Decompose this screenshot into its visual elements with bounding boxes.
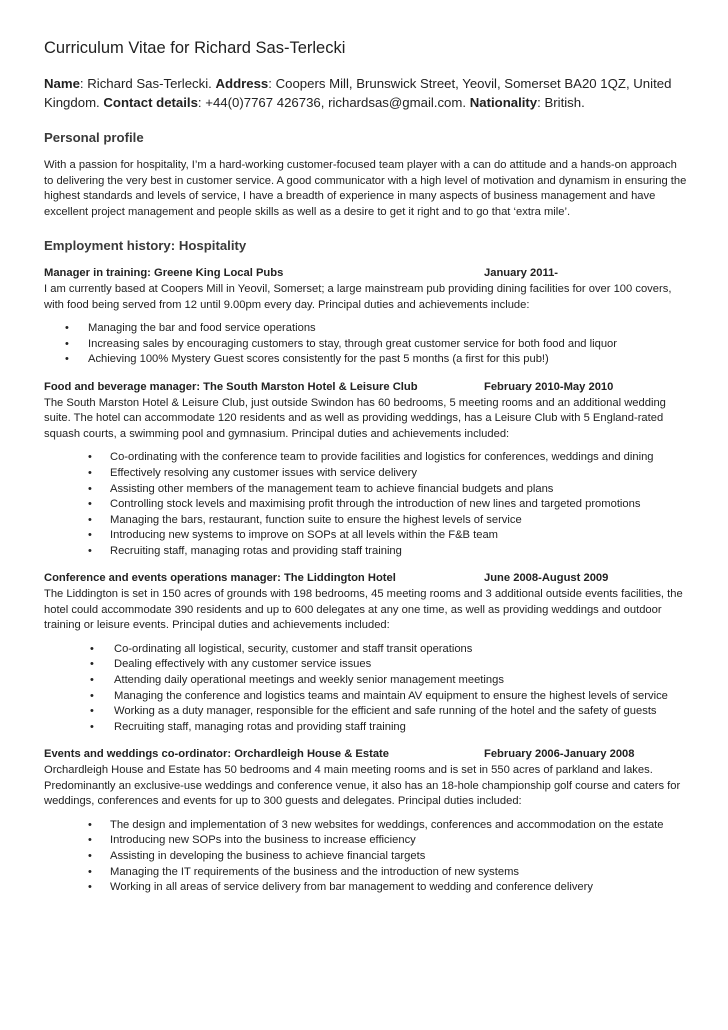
duty-item: • Assisting other members of the management team to achieve financial budgets and plans [110, 482, 688, 498]
bullet-icon: • [88, 544, 92, 557]
job-header [44, 571, 688, 587]
duty-item: • Working in all areas of service delivery from bar management to wedding and conference delivery [110, 880, 688, 896]
bullet-icon: • [65, 353, 69, 366]
duty-item: • Increasing sales by encouraging customers to stay, through great customer service for both food and liquor [88, 337, 688, 353]
bullet-icon: • [88, 482, 92, 495]
name-value: : Richard Sas-Terlecki. [79, 76, 216, 91]
name-label: Name [44, 76, 80, 91]
bullet-icon: • [88, 849, 92, 862]
job-title: Manager in training: Greene King Local Pubs [44, 267, 284, 280]
job-entry [44, 380, 688, 560]
job-description: The Liddington is set in 150 acres of grounds with 198 bedrooms, 45 meeting rooms and 3 additional outside events facilities, the hotel could accommodate 390 residents and up to 600 delegates at any one time, as well as providing weddings and outdoor training or leisure events. Principal duties and achievements included: [44, 588, 683, 632]
job-entry [44, 747, 688, 895]
contact-label: Contact details [103, 95, 198, 110]
bullet-icon: • [90, 642, 94, 655]
profile-heading: Personal profile [44, 130, 144, 145]
duty-item: • Attending daily operational meetings and weekly senior management meetings [114, 673, 688, 689]
job-header [44, 266, 688, 282]
bullet-icon: • [90, 720, 94, 733]
duty-item: • Co-ordinating with the conference team to provide facilities and logistics for conferences, weddings and dining [110, 450, 688, 466]
job-entry [44, 266, 688, 368]
nationality-label: Nationality [469, 95, 538, 110]
duty-item: • Managing the bars, restaurant, function suite to ensure the highest levels of service [110, 513, 688, 529]
job-entry [44, 571, 688, 735]
job-title: Conference and events operations manager: The Liddington Hotel [44, 572, 396, 585]
bullet-icon: • [88, 466, 92, 479]
page-title: Curriculum Vitae for Richard Sas-Terlecki [44, 39, 346, 57]
duties-list [44, 818, 688, 896]
duty-item: • Recruiting staff, managing rotas and providing staff training [114, 720, 688, 736]
personal-details [44, 74, 688, 112]
bullet-icon: • [88, 881, 92, 894]
duty-item: • Managing the conference and logistics teams and maintain AV equipment to ensure the highest levels of service [114, 689, 688, 705]
bullet-icon: • [90, 705, 94, 718]
duty-item: • Achieving 100% Mystery Guest scores consistently for the past 5 months (a first for this pub!) [88, 352, 688, 368]
bullet-icon: • [88, 451, 92, 464]
job-date: February 2010-May 2010 [484, 380, 614, 393]
bullet-icon: • [88, 834, 92, 847]
address-label: Address [215, 76, 269, 91]
duties-list [44, 450, 688, 559]
employment-heading: Employment history: Hospitality [44, 238, 247, 254]
job-header [44, 747, 688, 763]
job-title: Food and beverage manager: The South Marston Hotel & Leisure Club [44, 380, 418, 393]
job-description: Orchardleigh House and Estate has 50 bedrooms and 4 main meeting rooms and is set in 550 acres of parkland and lakes. Predominantly an exclusive-use weddings and conference venue, it also has an 18-hole championship golf course and caters for weddings, conferences and events for up to 300 guests and delegates. Principal duties included: [44, 764, 681, 808]
duties-list [44, 321, 688, 368]
bullet-icon: • [90, 658, 94, 671]
bullet-icon: • [88, 498, 92, 511]
job-header [44, 380, 688, 396]
duty-item: • Dealing effectively with any customer service issues [114, 657, 688, 673]
contact-value: : +44(0)7767 426736, richardsas@gmail.com. [197, 95, 470, 110]
bullet-icon: • [88, 818, 92, 831]
duties-list [44, 642, 688, 736]
job-date: June 2008-August 2009 [484, 572, 609, 585]
duty-item: • Introducing new systems to improve on SOPs at all levels within the F&B team [110, 528, 688, 544]
profile-text: With a passion for hospitality, I’m a hard-working customer-focused team player with a can do attitude and a hands-on approach to delivering the very best in customer service. A good communicator with a high level of motivation and dynamism in ensuring the highest standards and levels of service, I have a breadth of experience in many aspects of business management and have excellent project management and people skills as well as a desire to get it right and to go that ‘extra mile’. [44, 159, 687, 218]
job-title: Events and weddings co-ordinator: Orchardleigh House & Estate [44, 748, 390, 761]
job-description: I am currently based at Coopers Mill in Yeovil, Somerset; a large mainstream pub providing dining facilities for over 100 covers, with food being served from 12 until 9.00pm every day. Principal duties and achievements include: [44, 282, 672, 311]
bullet-icon: • [65, 322, 69, 335]
bullet-icon: • [88, 529, 92, 542]
duty-item: • Managing the bar and food service operations [88, 321, 688, 337]
duty-item: • The design and implementation of 3 new websites for weddings, conferences and accommodation on the estate [110, 818, 688, 834]
duty-item: • Co-ordinating all logistical, security, customer and staff transit operations [114, 642, 688, 658]
job-date: February 2006-January 2008 [484, 748, 635, 761]
bullet-icon: • [88, 513, 92, 526]
duty-item: • Controlling stock levels and maximising profit through the introduction of new lines and targeted promotions [110, 497, 688, 513]
address-value: : Coopers Mill, Brunswick Street, Yeovil, Somerset BA20 1QZ, United Kingdom. [44, 76, 672, 110]
job-description: The South Marston Hotel & Leisure Club, just outside Swindon has 60 bedrooms, 5 meeting rooms and an additional wedding suite. The hotel can accommodate 120 residents and as well as providing weddings, has a Leisure Club with 5 England-rated squash courts, a swimming pool and gymnasium. Principal duties and achievements included: [44, 396, 666, 440]
bullet-icon: • [65, 337, 69, 350]
duty-item: • Effectively resolving any customer issues with service delivery [110, 466, 688, 482]
duty-item: • Assisting in developing the business to achieve financial targets [110, 849, 688, 865]
duty-item: • Introducing new SOPs into the business to increase efficiency [110, 833, 688, 849]
duty-item: • Working as a duty manager, responsible for the efficient and safe running of the hotel and the safety of guests [114, 704, 688, 720]
duty-item: • Recruiting staff, managing rotas and providing staff training [110, 544, 688, 560]
nationality-value: : British. [537, 95, 585, 110]
bullet-icon: • [88, 865, 92, 878]
bullet-icon: • [90, 674, 94, 687]
job-date: January 2011- [484, 267, 559, 280]
bullet-icon: • [90, 689, 94, 702]
duty-item: • Managing the IT requirements of the business and the introduction of new systems [110, 865, 688, 881]
